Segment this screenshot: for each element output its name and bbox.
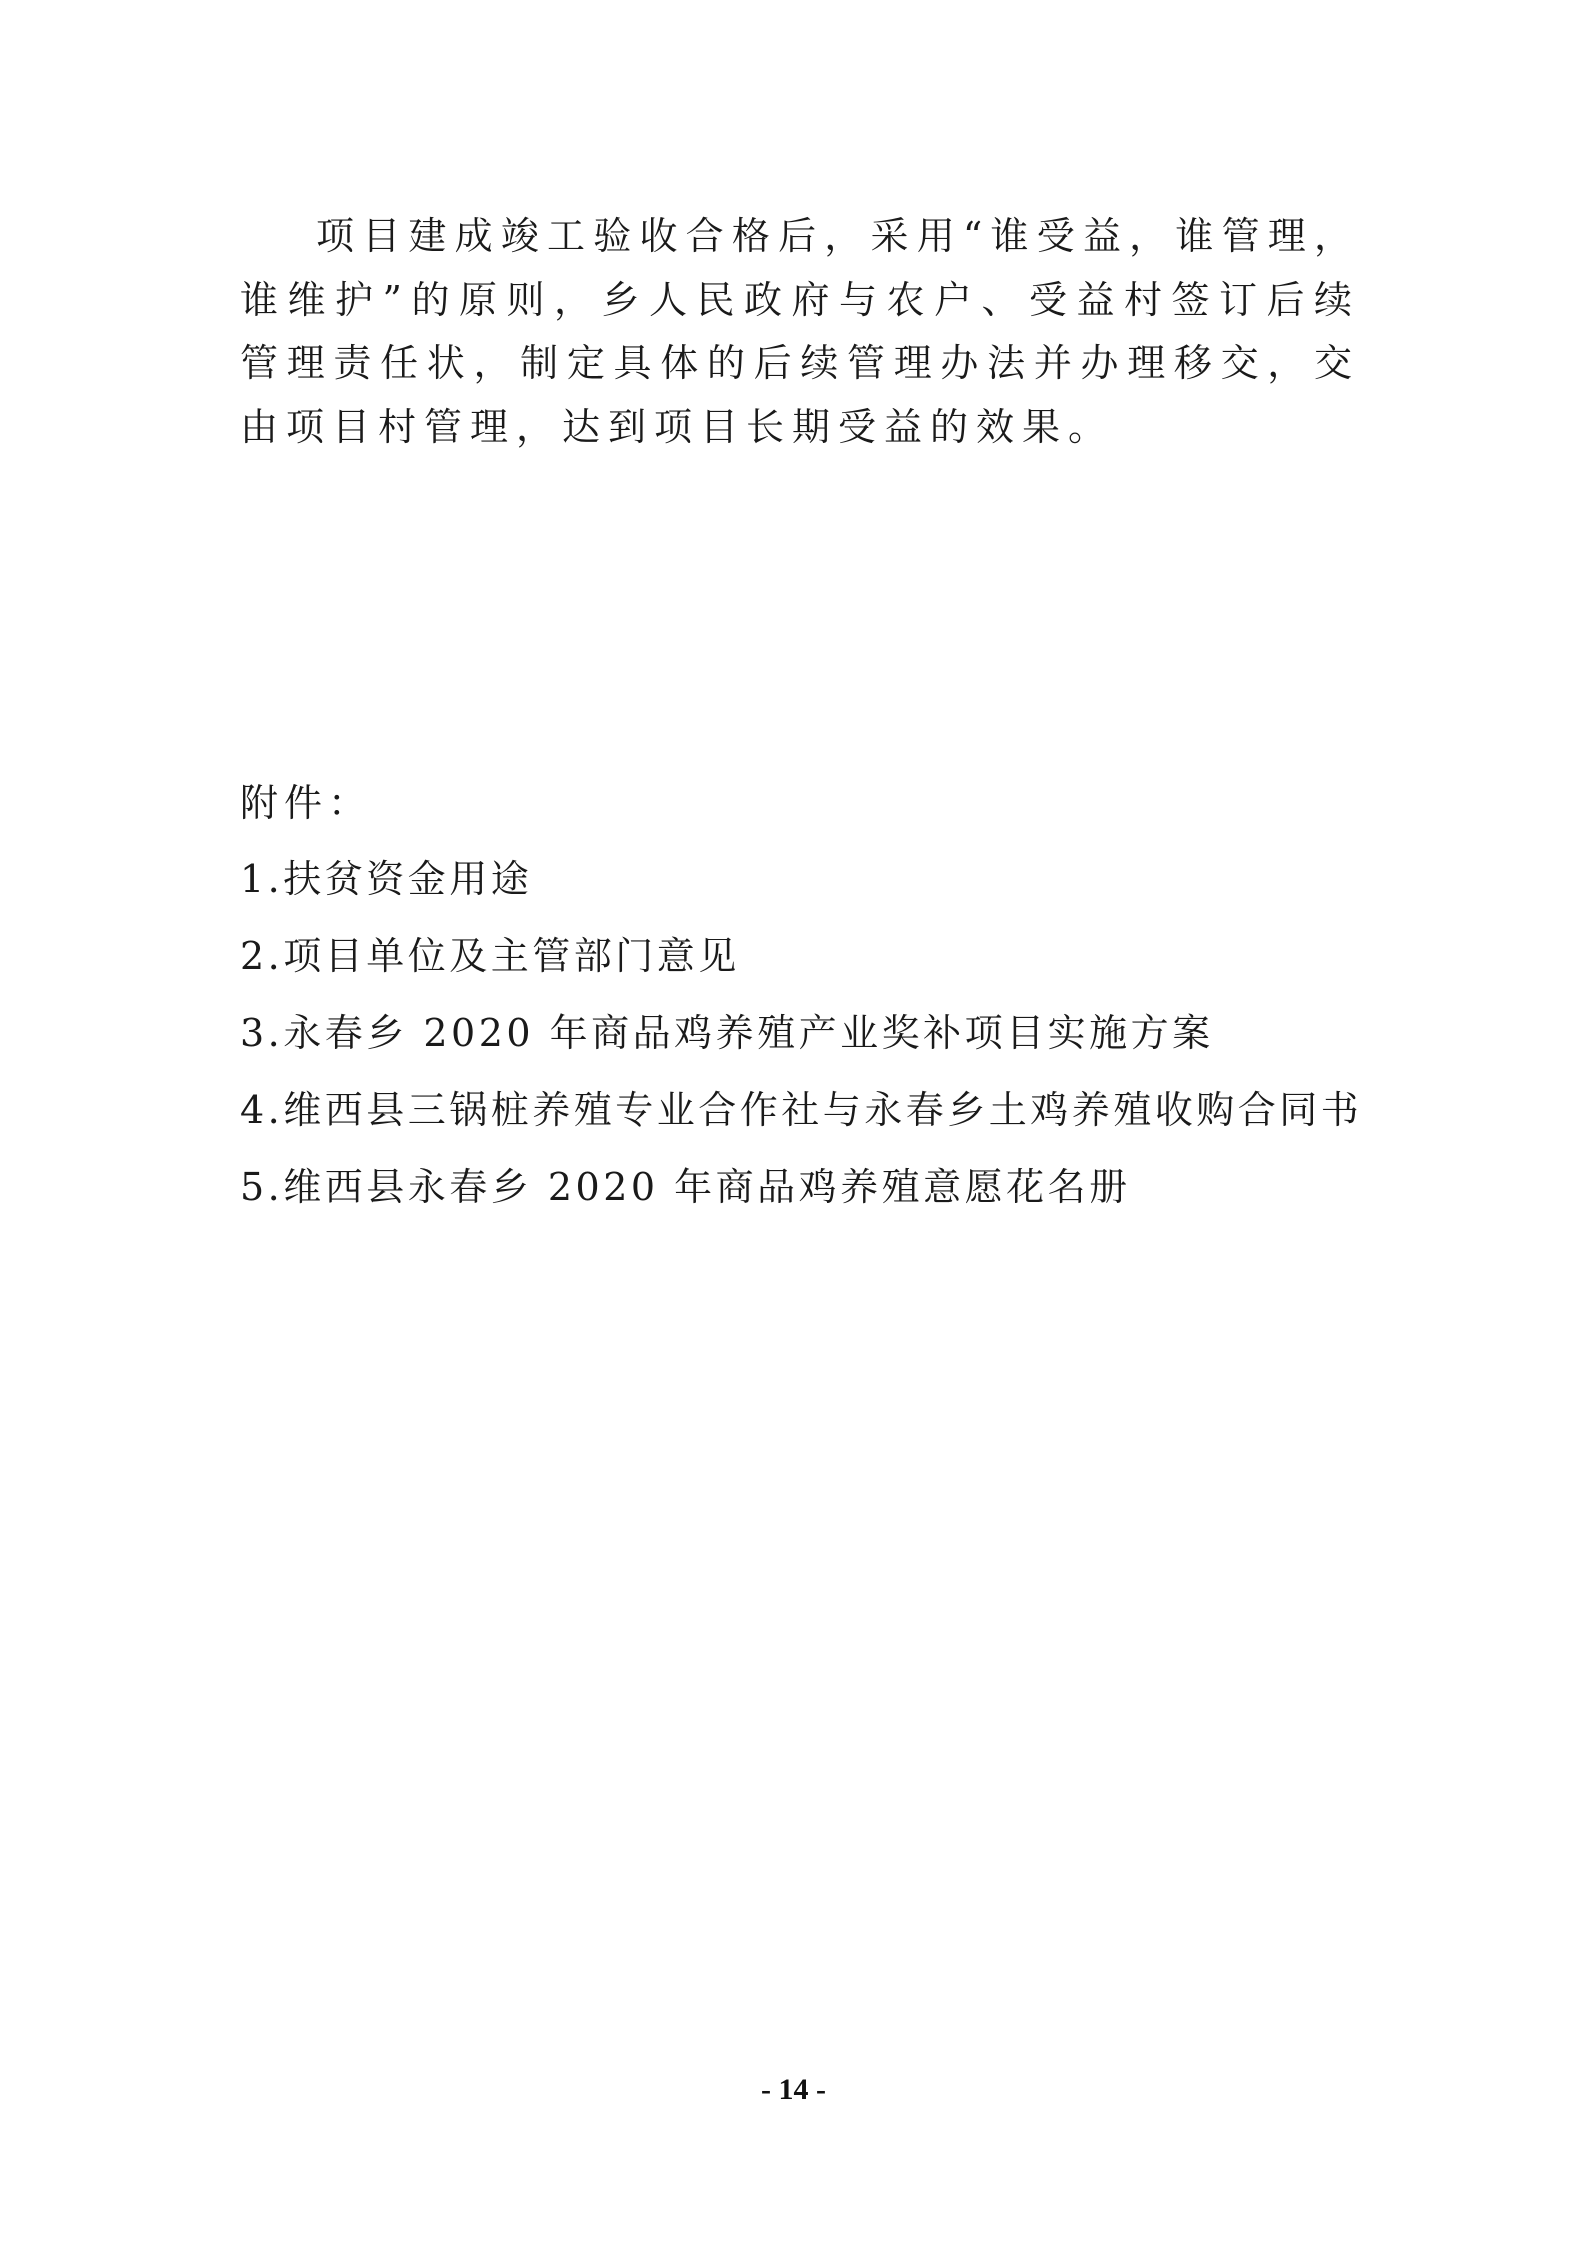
attachment-item-4: 4.维西县三锅桩养殖专业合作社与永春乡土鸡养殖收购合同书 <box>240 1088 1363 1132</box>
body-paragraph: 项目建成竣工验收合格后，采用“谁受益，谁管理，谁维护”的原则，乡人民政府与农户、受益村签订后续管理责任状，制定具体的后续管理办法并办理移交，交由项目村管理，达到项目长期受益的效果。 <box>240 214 1360 449</box>
page-number: - 14 - <box>761 2073 826 2106</box>
attachments-heading: 附件： <box>240 781 373 825</box>
attachments-section <box>240 765 1440 1226</box>
attachment-item-3: 3.永春乡 2020 年商品鸡养殖产业奖补项目实施方案 <box>240 1011 1214 1055</box>
attachment-item-2: 2.项目单位及主管部门意见 <box>240 934 740 978</box>
attachment-item-1: 1.扶贫资金用途 <box>240 857 533 901</box>
attachment-item-5: 5.维西县永春乡 2020 年商品鸡养殖意愿花名册 <box>240 1165 1131 1209</box>
